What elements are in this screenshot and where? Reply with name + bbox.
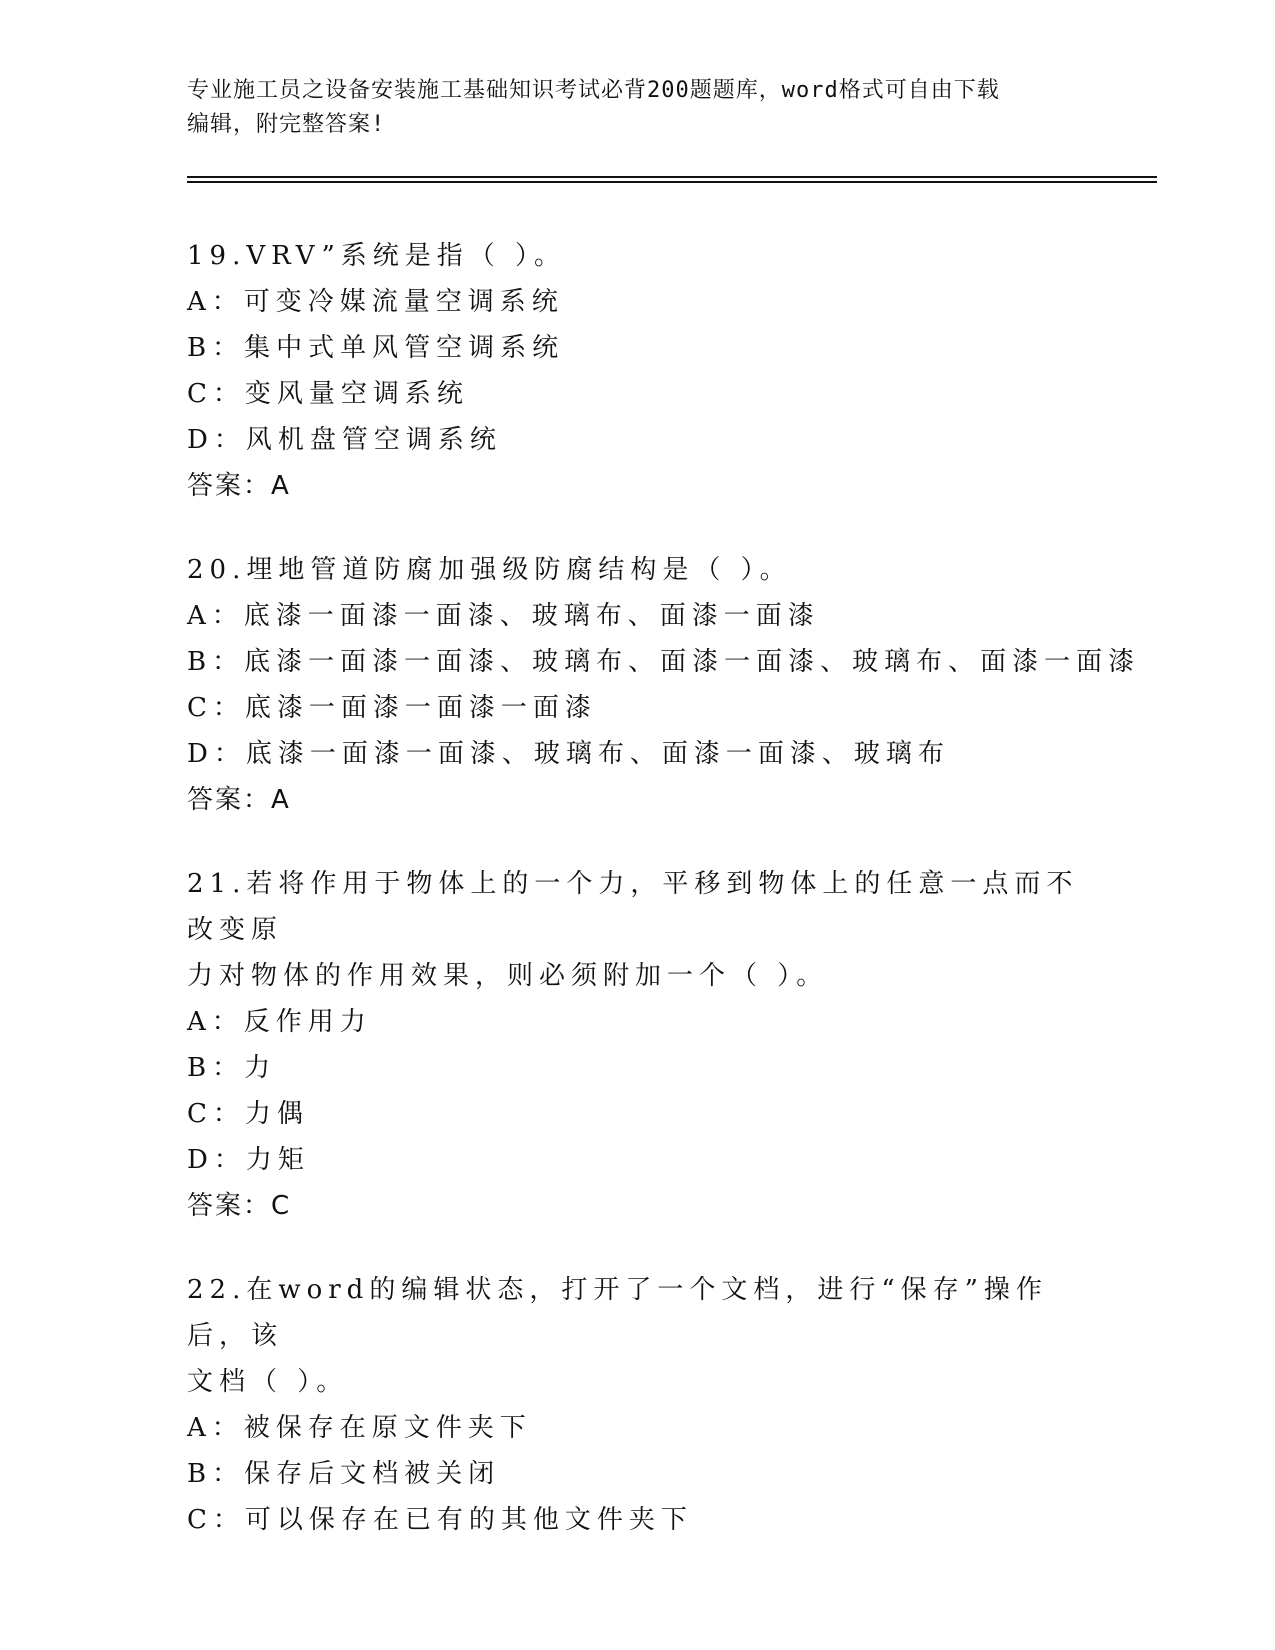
question-stem: 22.在word的编辑状态，打开了一个文档，进行“保存”操作后，该: [187, 1275, 1048, 1351]
option-b: B：集中式单风管空调系统: [187, 333, 565, 363]
answer-line: 答案：C: [187, 1191, 292, 1221]
question-stem: 21.若将作用于物体上的一个力，平移到物体上的任意一点而不改变原: [187, 869, 1079, 945]
answer-line: 答案：A: [187, 471, 291, 501]
question-list: [187, 233, 1141, 1581]
option-a: A：反作用力: [187, 1007, 372, 1037]
question-22: [187, 1267, 1087, 1543]
option-d: D：力矩: [187, 1145, 310, 1175]
option-c: C：底漆一面漆一面漆一面漆: [187, 693, 597, 723]
question-20: [187, 547, 1141, 823]
option-a: A：被保存在原文件夹下: [187, 1413, 532, 1443]
question-19: [187, 233, 1087, 509]
option-a: A：可变冷媒流量空调系统: [187, 287, 564, 317]
question-stem: 20.埋地管道防腐加强级防腐结构是（ ）。: [187, 555, 792, 585]
option-d: D：底漆一面漆一面漆、玻璃布、面漆一面漆、玻璃布: [187, 739, 950, 769]
question-21: [187, 861, 1087, 1229]
option-a: A：底漆一面漆一面漆、玻璃布、面漆一面漆: [187, 601, 820, 631]
option-d: D：风机盘管空调系统: [187, 425, 502, 455]
option-c: C：力偶: [187, 1099, 309, 1129]
header-divider-top: [187, 176, 1157, 178]
header-line-1: 专业施工员之设备安装施工基础知识考试必背200题题库，word格式可自由下载: [187, 78, 1000, 103]
option-c: C：可以保存在已有的其他文件夹下: [187, 1505, 693, 1535]
option-b: B：底漆一面漆一面漆、玻璃布、面漆一面漆、玻璃布、面漆一面漆: [187, 647, 1141, 677]
question-stem: 19.VRV”系统是指（ ）。: [187, 241, 567, 271]
header-divider-bottom: [187, 181, 1157, 183]
option-c: C：变风量空调系统: [187, 379, 469, 409]
document-header: [187, 74, 1087, 142]
answer-line: 答案：A: [187, 785, 291, 815]
question-stem-continued: 力对物体的作用效果，则必须附加一个（ ）。: [187, 961, 829, 991]
question-stem-continued: 文档（ ）。: [187, 1367, 349, 1397]
option-b: B：力: [187, 1053, 277, 1083]
header-line-2: 编辑，附完整答案!: [187, 112, 386, 137]
option-b: B：保存后文档被关闭: [187, 1459, 501, 1489]
